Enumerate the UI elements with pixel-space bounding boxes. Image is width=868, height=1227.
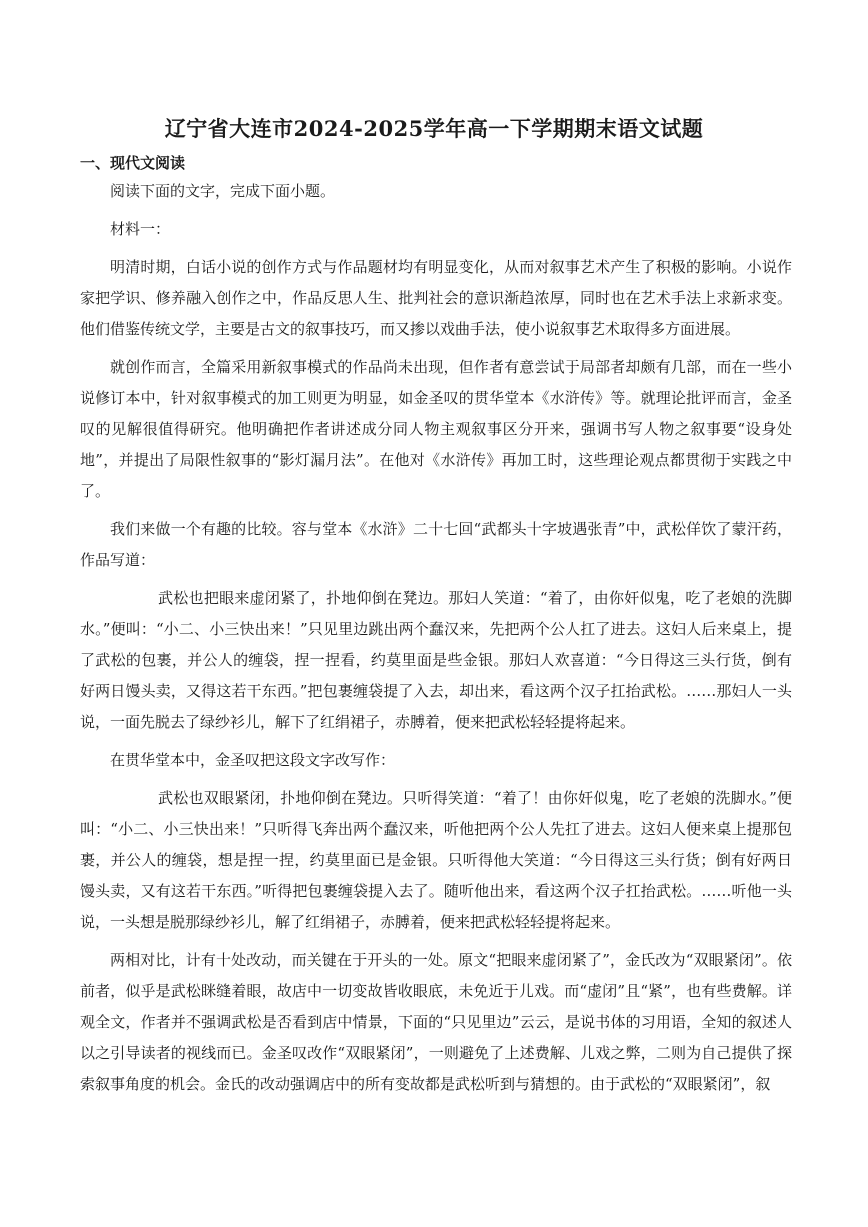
body-paragraph: 就创作而言，全篇采用新叙事模式的作品尚未出现，但作者有意尝试于局部者却颇有几部，而在一些小说修订本中，针对叙事模式的加工则更为明显，如金圣叹的贯华堂本《水浒传》等。就理论批评而言，金圣叹的见解很值得研究。他明确把作者讲述成分同人物主观叙事区分开来，强调书写人物之叙事要“设身处地”，并提出了局限性叙事的“影灯漏月法”。在他对《水浒传》再加工时，这些理论观点都贯彻于实践之中了。 [80, 358, 792, 500]
section-heading: 一、现代文阅读 [80, 154, 186, 172]
body-paragraph: 我们来做一个有趣的比较。容与堂本《水浒》二十七回“武都头十字坡遇张青”中，武松佯饮了蒙汗药，作品写道： [80, 520, 792, 569]
quoted-passage: 武松也把眼来虚闭紧了，扑地仰倒在凳边。那妇人笑道：“着了，由你奸似鬼，吃了老娘的洗脚水。”便叫：“小二、小三快出来！”只见里边跳出两个蠢汉来，先把两个公人扛了进去。这妇人后来桌上，提了武松的包裹，并公人的缠袋，捏一捏看，约莫里面是些金银。那妇人欢喜道：“今日得这三头行货，倒有好两日馒头卖，又得这若干东西。”把包裹缠袋提了入去，却出来，看这两个汉子扛抬武松。……那妇人一头说，一面先脱去了绿纱衫儿，解下了红绢裙子，赤膊着，便来把武松轻轻提将起来。 [80, 589, 792, 731]
document-title: 辽宁省大连市2024-2025学年高一下学期期末语文试题 [164, 116, 704, 141]
document-body [80, 176, 792, 1100]
material-label: 材料一： [110, 220, 171, 238]
body-paragraph: 明清时期，白话小说的创作方式与作品题材均有明显变化，从而对叙事艺术产生了积极的影响。小说作家把学识、修养融入创作之中，作品反思人生、批判社会的意识渐趋浓厚，同时也在艺术手法上求新求变。他们借鉴传统文学，主要是古文的叙事技巧，而又掺以戏曲手法，使小说叙事艺术取得多方面进展。 [80, 258, 792, 338]
body-paragraph: 在贯华堂本中，金圣叹把这段文字改写作： [110, 751, 396, 769]
instruction-text: 阅读下面的文字，完成下面小题。 [110, 182, 336, 200]
body-paragraph: 两相对比，计有十处改动，而关键在于开头的一处。原文“把眼来虚闭紧了”，金氏改为“双眼紧闭”。依前者，似乎是武松眯缝着眼，故店中一切变故皆收眼底，未免近于儿戏。而“虚闭”且“紧”，也有些费解。详观全文，作者并不强调武松是否看到店中情景，下面的“只见里边”云云，是说书体的习用语，全知的叙述人以之引导读者的视线而已。金圣叹改作“双眼紧闭”，一则避免了上述费解、儿戏之弊，二则为自己提供了探索叙事角度的机会。金氏的改动强调店中的所有变故都是武松听到与猜想的。由于武松的“双眼紧闭”，叙 [80, 951, 792, 1093]
quoted-passage: 武松也双眼紧闭，扑地仰倒在凳边。只听得笑道：“着了！由你奸似鬼，吃了老娘的洗脚水。”便叫：“小二、小三快出来！”只听得飞奔出两个蠢汉来，听他把两个公人先扛了进去。这妇人便来桌上提那包裹，并公人的缠袋，想是捏一捏，约莫里面已是金银。只听得他大笑道：“今日得这三头行货；倒有好两日馒头卖，又有这若干东西。”听得把包裹缠袋提入去了。随听他出来，看这两个汉子扛抬武松。……听他一头说，一头想是脱那绿纱衫儿，解了红绢裙子，赤膊着，便来把武松轻轻提将起来。 [80, 789, 792, 931]
